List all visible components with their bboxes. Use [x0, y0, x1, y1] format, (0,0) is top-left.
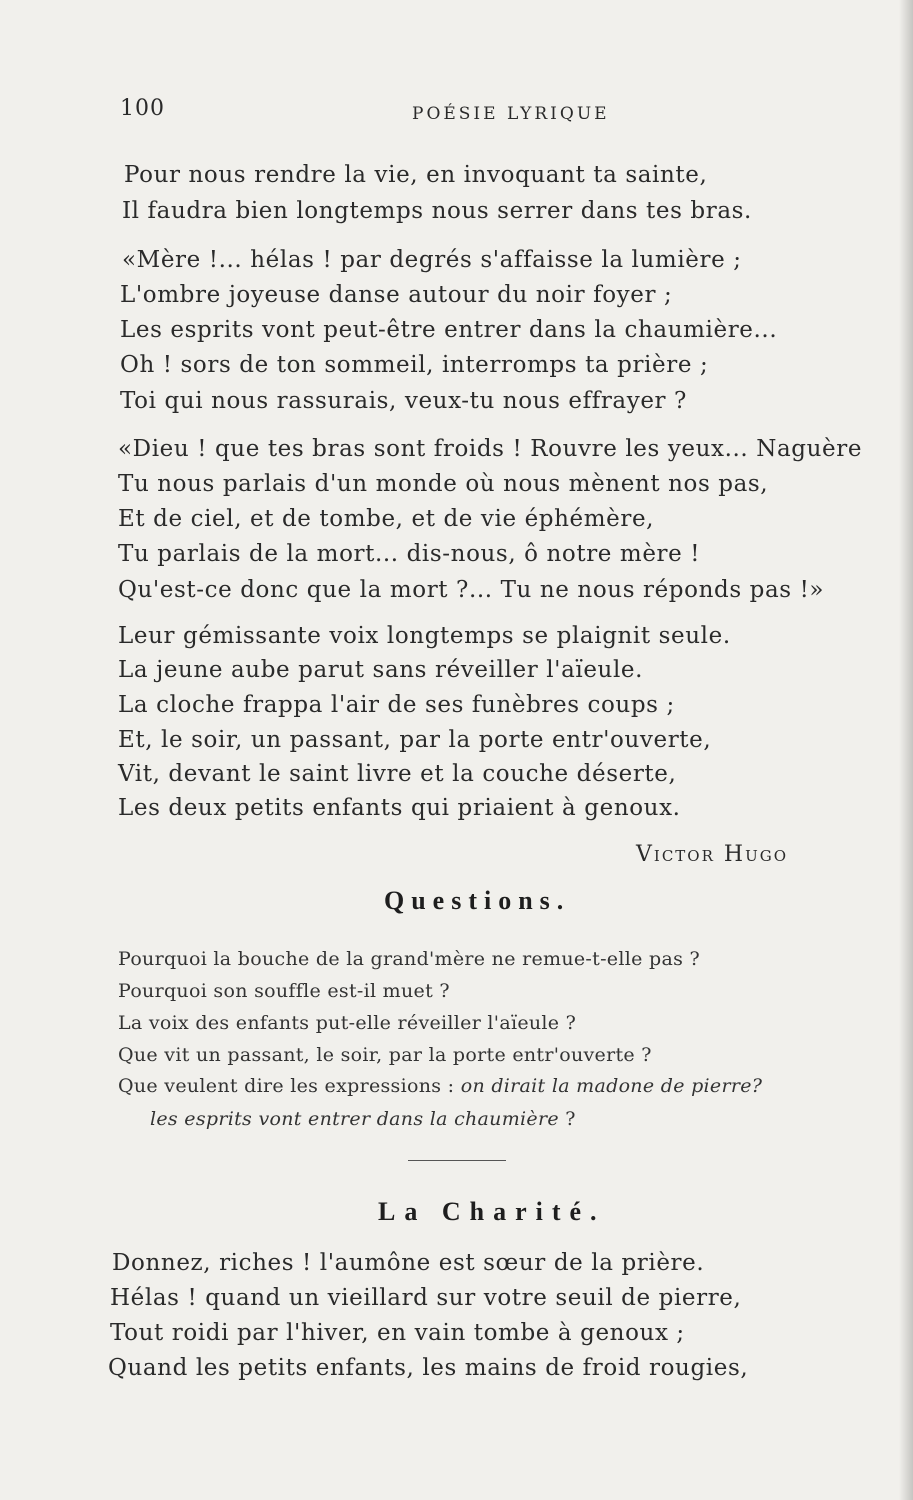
poem-line: «Mère !... hélas ! par degrés s'affaisse la lumière ; [122, 247, 742, 273]
poem-line: Hélas ! quand un vieillard sur votre seuil de pierre, [110, 1285, 742, 1311]
page-edge-shadow [899, 0, 913, 1500]
charite-heading: La Charité. [378, 1197, 606, 1226]
poem-line: «Dieu ! que tes bras sont froids ! Rouvre les yeux... Naguère [118, 436, 863, 462]
poem-line: Tu nous parlais d'un monde où nous mènent nos pas, [118, 471, 769, 497]
question-suffix: ? [558, 1108, 576, 1130]
poem-line: L'ombre joyeuse danse autour du noir foyer ; [120, 282, 673, 308]
question-item: Pourquoi la bouche de la grand'mère ne remue-t-elle pas ? [118, 948, 700, 970]
poem-line: Donnez, riches ! l'aumône est sœur de la prière. [112, 1250, 705, 1276]
poem-signature: Victor Hugo [636, 842, 788, 867]
section-divider [408, 1160, 506, 1161]
question-item: Pourquoi son souffle est-il muet ? [118, 980, 450, 1002]
poem-line: La jeune aube parut sans réveiller l'aïeule. [118, 657, 644, 683]
running-title: POÉSIE LYRIQUE [412, 104, 610, 124]
question-item: Que vit un passant, le soir, par la porte entr'ouverte ? [118, 1044, 652, 1066]
poem-line: Vit, devant le saint livre et la couche déserte, [118, 761, 677, 787]
poem-line: La cloche frappa l'air de ses funèbres coups ; [118, 692, 675, 718]
poem-line: Oh ! sors de ton sommeil, interromps ta prière ; [120, 352, 709, 378]
poem-line: Quand les petits enfants, les mains de froid rougies, [108, 1355, 749, 1381]
poem-line: Pour nous rendre la vie, en invoquant ta sainte, [124, 162, 708, 188]
poem-line: Les deux petits enfants qui priaient à genoux. [118, 795, 681, 821]
page-number: 100 [120, 96, 165, 121]
questions-heading: Questions. [384, 886, 571, 915]
poem-line: Qu'est-ce donc que la mort ?... Tu ne nous réponds pas !» [118, 577, 825, 603]
poem-line: Toi qui nous rassurais, veux-tu nous effrayer ? [120, 388, 687, 414]
question-italic-quote: on dirait la madone de pierre? [460, 1075, 763, 1097]
poem-line: Les esprits vont peut-être entrer dans la chaumière... [120, 317, 778, 343]
poem-line: Leur gémissante voix longtemps se plaignit seule. [118, 623, 731, 649]
poem-line: Et de ciel, et de tombe, et de vie éphémère, [118, 506, 655, 532]
poem-line: Et, le soir, un passant, par la porte entr'ouverte, [118, 727, 712, 753]
question-italic-quote: les esprits vont entrer dans la chaumière [150, 1108, 559, 1130]
poem-line: Il faudra bien longtemps nous serrer dans tes bras. [122, 198, 752, 224]
question-item: La voix des enfants put-elle réveiller l'aïeule ? [118, 1012, 577, 1034]
question-item-continuation [150, 1108, 576, 1130]
question-prefix: Que veulent dire les expressions : [118, 1075, 461, 1097]
question-item-expressions [118, 1075, 762, 1097]
poem-line: Tout roidi par l'hiver, en vain tombe à genoux ; [110, 1320, 685, 1346]
poem-line: Tu parlais de la mort... dis-nous, ô notre mère ! [118, 541, 701, 567]
